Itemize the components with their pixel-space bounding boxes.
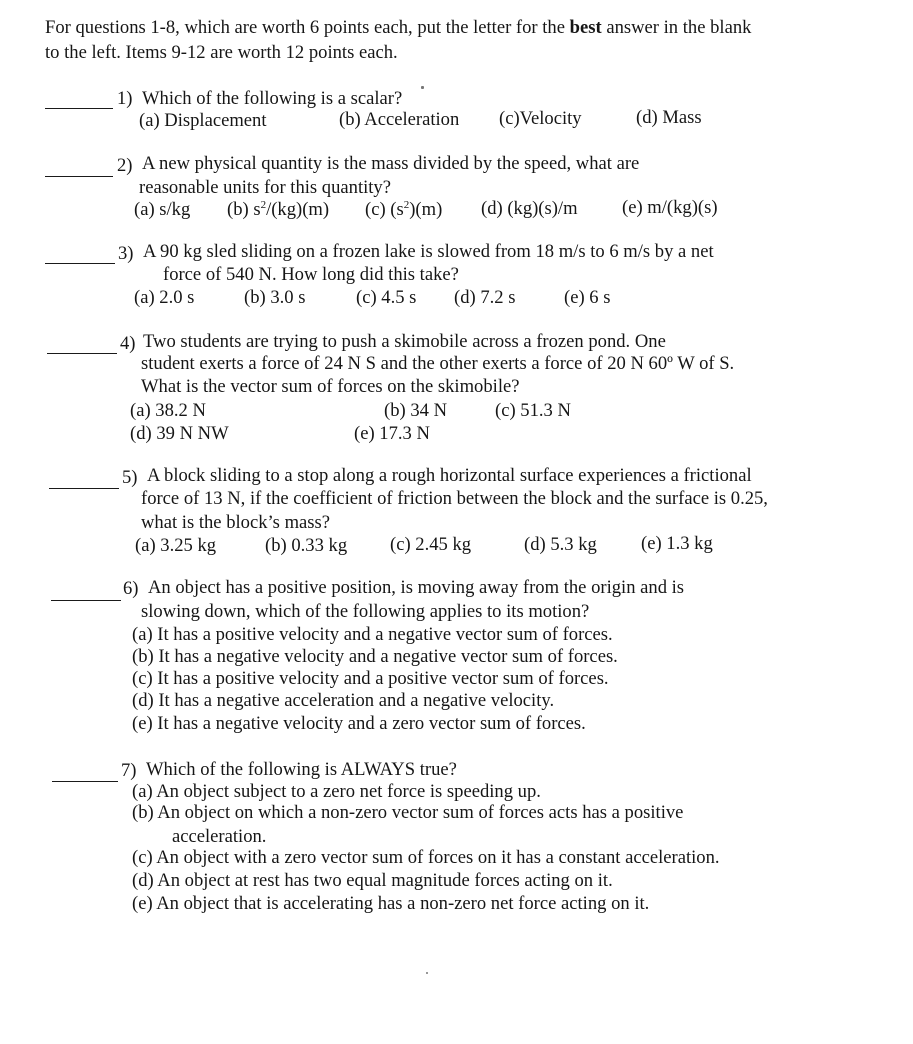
question-5-option-b: (b) 0.33 kg	[265, 535, 348, 556]
question-5-text-line-2: force of 13 N, if the coefficient of friction between the block and the surface is 0.25,	[141, 488, 768, 509]
answer-blank-5[interactable]	[49, 488, 119, 489]
question-5-text-line-3: what is the block’s mass?	[141, 512, 331, 533]
question-2-option-d: (d) (kg)(s)/m	[481, 198, 578, 219]
answer-blank-1[interactable]	[45, 108, 113, 109]
question-7-option-e: (e) An object that is accelerating has a non-zero net force acting on it.	[132, 893, 650, 914]
question-4-option-d: (d) 39 N NW	[130, 423, 229, 444]
question-3-text-line-2: force of 540 N. How long did this take?	[163, 264, 459, 285]
question-2-option-a: (a) s/kg	[134, 199, 191, 220]
question-1-option-d: (d) Mass	[636, 107, 702, 128]
instructions-line-1: For questions 1-8, which are worth 6 points each, put the letter for the best answer in the blank	[45, 17, 752, 38]
question-4-text-line-1: Two students are trying to push a skimobile across a frozen pond. One	[143, 331, 666, 352]
question-2-text-line-2: reasonable units for this quantity?	[139, 177, 391, 198]
question-6-option-c: (c) It has a positive velocity and a positive vector sum of forces.	[132, 668, 609, 689]
question-6-text-line-2: slowing down, which of the following applies to its motion?	[141, 601, 590, 622]
question-2-text-line-1: A new physical quantity is the mass divided by the speed, what are	[142, 153, 640, 174]
instructions-line-2: to the left. Items 9-12 are worth 12 points each.	[45, 42, 398, 63]
question-3-option-b: (b) 3.0 s	[244, 287, 306, 308]
question-3-option-a: (a) 2.0 s	[134, 287, 195, 308]
question-2-option-c: (c) $(s^2)(m)$	[365, 199, 443, 220]
question-4-option-b: (b) 34 N	[384, 400, 447, 421]
answer-blank-7[interactable]	[52, 781, 118, 782]
question-6-option-a: (a) It has a positive velocity and a negative vector sum of forces.	[132, 624, 613, 645]
question-5-option-a: (a) 3.25 kg	[135, 535, 217, 556]
question-2-number: 2)	[117, 155, 133, 176]
emphasis-best: best	[569, 17, 602, 38]
question-3-option-e: (e) 6 s	[564, 287, 611, 308]
question-3-option-d: (d) 7.2 s	[454, 287, 516, 308]
question-4-text-line-2: student exerts a force of 24 N S and the other exerts a force of 20 N 60º W of S.	[141, 353, 735, 374]
question-3-number: 3)	[118, 243, 134, 264]
question-1-text: Which of the following is a scalar?	[142, 88, 403, 109]
question-6-number: 6)	[123, 578, 139, 599]
question-2-option-b: (b) $s^2/(kg)(m)$	[227, 199, 330, 220]
question-1-option-b: (b) Acceleration	[339, 109, 460, 130]
question-6-option-e: (e) It has a negative velocity and a zero vector sum of forces.	[132, 713, 586, 734]
question-6-option-b: (b) It has a negative velocity and a negative vector sum of forces.	[132, 646, 618, 667]
question-5-number: 5)	[122, 467, 138, 488]
question-4-number: 4)	[120, 333, 136, 354]
question-5-option-e: (e) 1.3 kg	[641, 533, 713, 554]
question-1-option-c: (c)Velocity	[499, 108, 582, 129]
scan-speck	[426, 972, 428, 974]
question-6-option-d: (d) It has a negative acceleration and a negative velocity.	[132, 690, 555, 711]
question-7-text: Which of the following is ALWAYS true?	[146, 759, 457, 780]
question-2-option-e: (e) m/(kg)(s)	[622, 197, 718, 218]
question-6-text-line-1: An object has a positive position, is moving away from the origin and is	[148, 577, 685, 598]
question-1-number: 1)	[117, 88, 133, 109]
question-4-text-line-3: What is the vector sum of forces on the skimobile?	[141, 376, 520, 397]
question-1-option-a: (a) Displacement	[139, 110, 267, 131]
question-7-option-d: (d) An object at rest has two equal magnitude forces acting on it.	[132, 870, 613, 891]
question-3-option-c: (c) 4.5 s	[356, 287, 417, 308]
question-4-option-c: (c) 51.3 N	[495, 400, 571, 421]
question-7-option-b-line-1: (b) An object on which a non-zero vector sum of forces acts has a positive	[132, 802, 684, 823]
question-4-option-e: (e) 17.3 N	[354, 423, 430, 444]
question-4-option-a: (a) 38.2 N	[130, 400, 206, 421]
question-7-number: 7)	[121, 760, 137, 781]
question-7-option-b-line-2: acceleration.	[172, 826, 267, 847]
question-7-option-c: (c) An object with a zero vector sum of forces on it has a constant acceleration.	[132, 847, 720, 868]
answer-blank-2[interactable]	[45, 176, 113, 177]
question-5-text-line-1: A block sliding to a stop along a rough horizontal surface experiences a frictional	[147, 465, 752, 486]
answer-blank-3[interactable]	[45, 263, 115, 264]
question-5-option-c: (c) 2.45 kg	[390, 534, 472, 555]
question-5-option-d: (d) 5.3 kg	[524, 534, 597, 555]
answer-blank-6[interactable]	[51, 600, 121, 601]
answer-blank-4[interactable]	[47, 353, 117, 354]
scan-speck	[421, 86, 424, 89]
question-7-option-a: (a) An object subject to a zero net force is speeding up.	[132, 781, 541, 802]
question-3-text-line-1: A 90 kg sled sliding on a frozen lake is slowed from 18 m/s to 6 m/s by a net	[143, 241, 714, 262]
